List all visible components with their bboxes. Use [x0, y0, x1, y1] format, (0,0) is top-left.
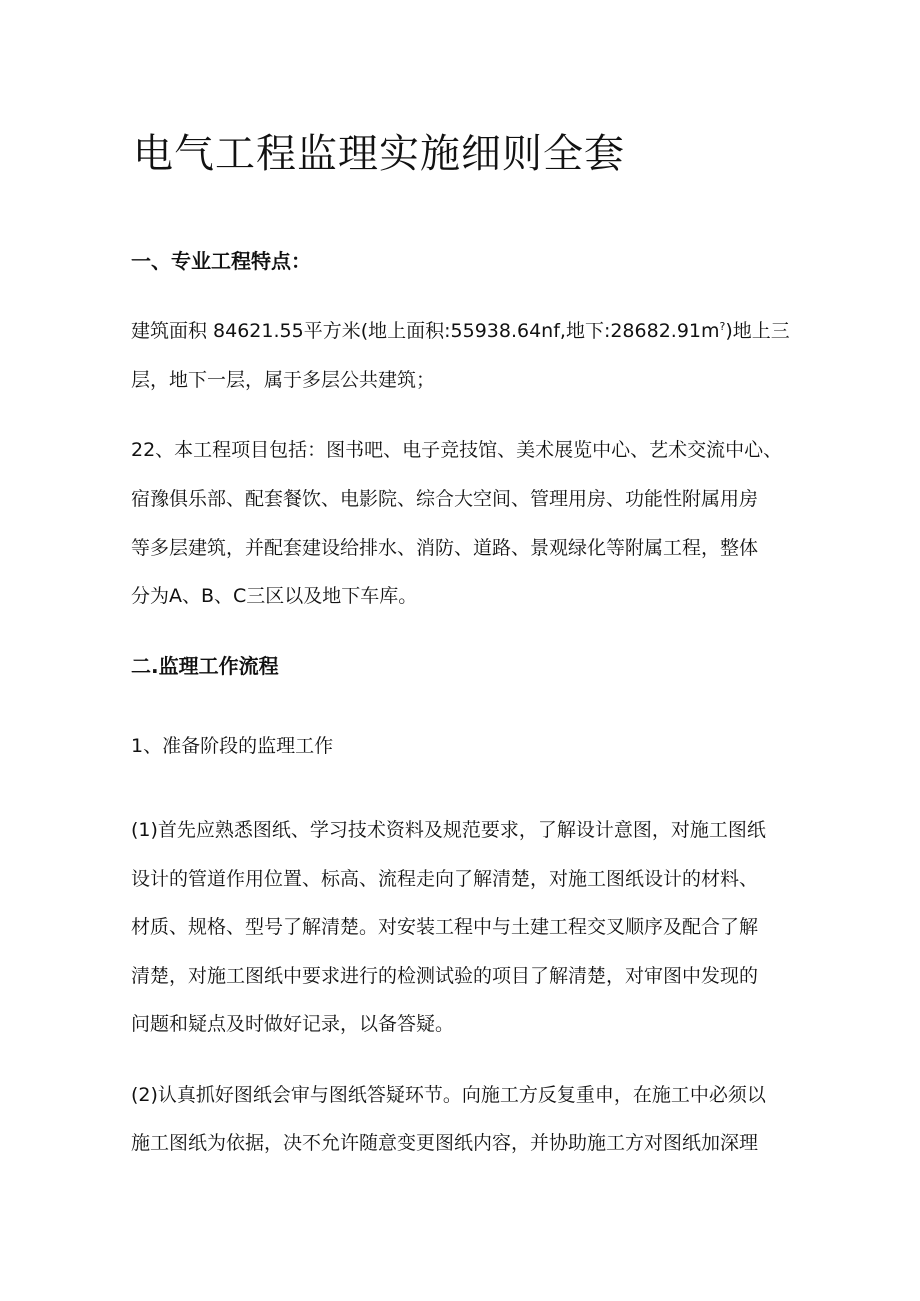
paragraph-area-line-2: 层，地下一层，属于多层公共建筑； — [131, 369, 436, 391]
area-text: 建筑面积 84621.55平方米(地上面积:55938.64nf,地下:28682.91m — [131, 320, 720, 342]
area-text-tail: )地上三 — [725, 320, 790, 342]
paragraph-prep-line-5: 问题和疑点及时做好记录，以备答疑。 — [131, 1013, 455, 1035]
superscript-mark: ? — [719, 320, 726, 333]
document-title: 电气工程监理实施细则全套 — [133, 131, 625, 177]
paragraph-area-line-1 — [131, 316, 790, 346]
paragraph-scope-line-4: 分为A、B、C三区以及地下车库。 — [131, 585, 418, 607]
paragraph-scope-line-1: 22、本工程项目包括：图书吧、电子竞技馆、美术展览中心、艺术交流中心、 — [131, 439, 783, 461]
section-heading-workflow: 二.监理工作流程 — [131, 654, 279, 678]
paragraph-prep-line-4: 清楚，对施工图纸中要求进行的检测试验的项目了解清楚，对审图中发现的 — [131, 965, 759, 987]
paragraph-scope-line-3: 等多层建筑，并配套建设给排水、消防、道路、景观绿化等附属工程，整体 — [131, 537, 759, 559]
paragraph-review-line-2: 施工图纸为依据，决不允许随意变更图纸内容，并协助施工方对图纸加深理 — [131, 1132, 759, 1154]
paragraph-scope-line-2: 宿豫俱乐部、配套餐饮、电影院、综合大空间、管理用房、功能性附属用房 — [131, 488, 759, 510]
paragraph-review-line-1: (2)认真抓好图纸会审与图纸答疑环节。向施工方反复重申，在施工中必须以 — [131, 1084, 766, 1106]
subsection-heading-preparation: 1、准备阶段的监理工作 — [131, 735, 334, 757]
paragraph-prep-line-1: (1)首先应熟悉图纸、学习技术资料及规范要求，了解设计意图，对施工图纸 — [131, 819, 766, 841]
section-heading-features: 一、专业工程特点： — [131, 249, 311, 273]
paragraph-prep-line-3: 材质、规格、型号了解清楚。对安装工程中与土建工程交叉顺序及配合了解 — [131, 916, 759, 938]
paragraph-prep-line-2: 设计的管道作用位置、标高、流程走向了解清楚，对施工图纸设计的材料、 — [131, 868, 759, 890]
